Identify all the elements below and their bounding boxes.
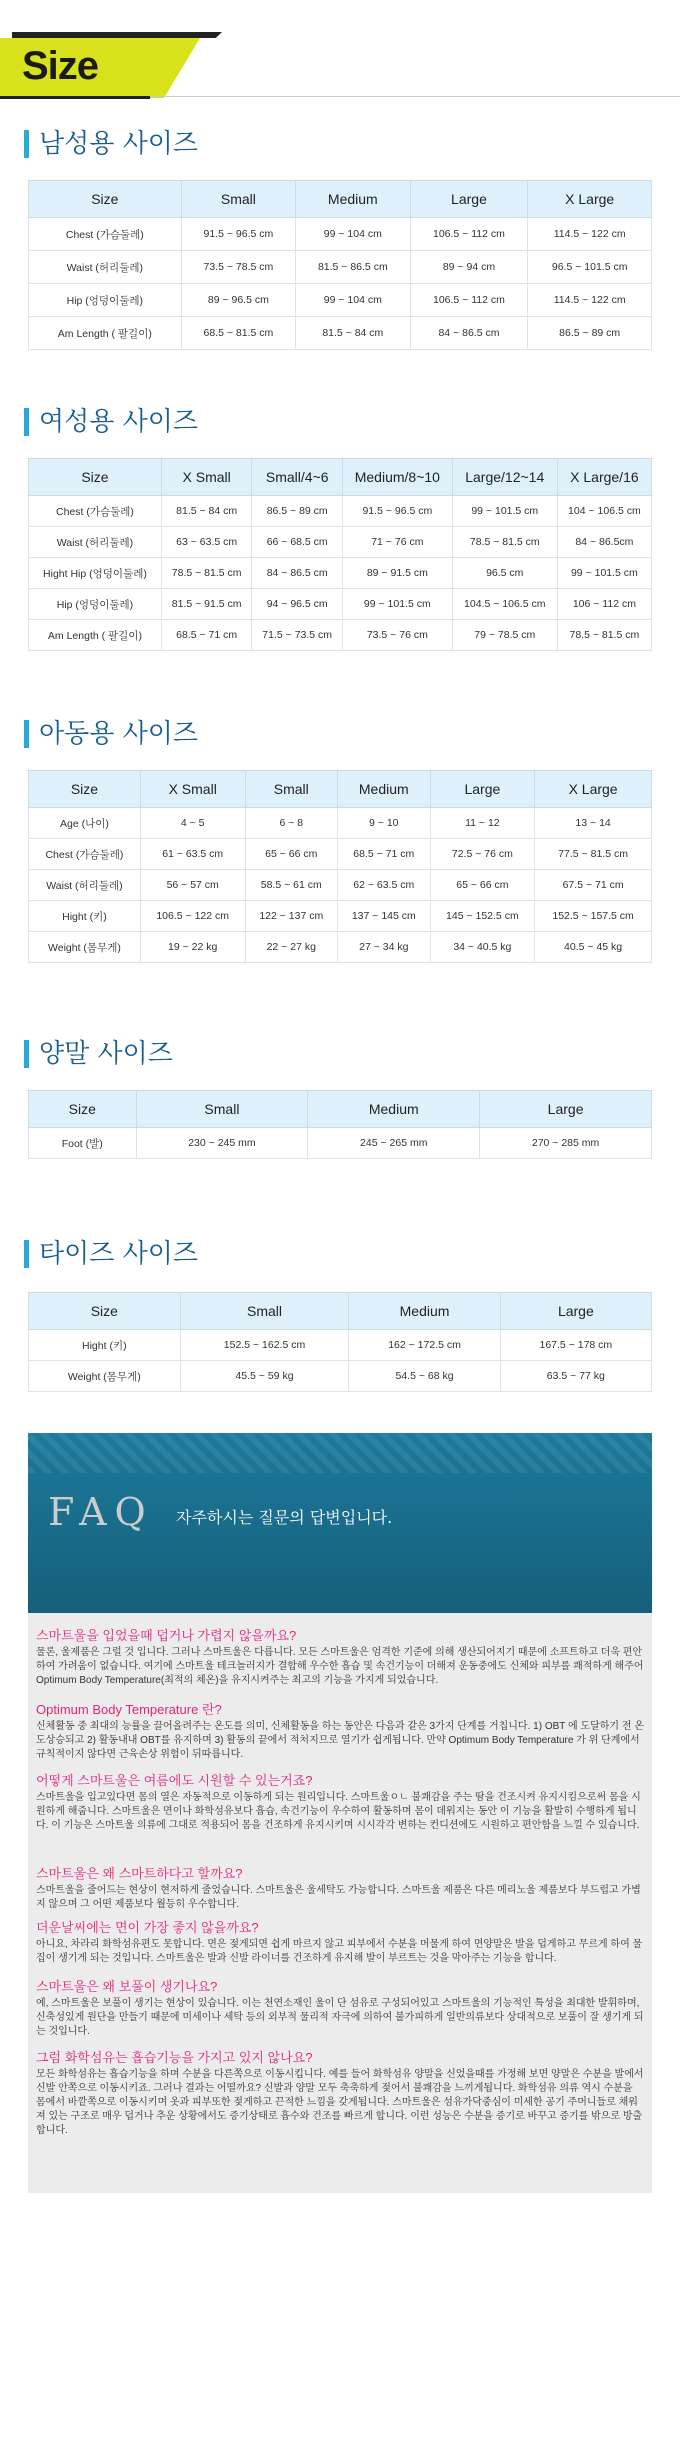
table-row (29, 932, 652, 963)
faq-item (36, 1976, 644, 2039)
table-cell: 9 ~ 10 (338, 808, 431, 839)
faq-item (36, 1863, 644, 1912)
table-cell: 145 ~ 152.5 cm (430, 901, 535, 932)
table-row (29, 620, 652, 651)
page-title: Size (22, 44, 99, 88)
faq-answer: 예, 스마트울은 보풀이 생기는 현상이 있습니다. 이는 천연소재인 울이 단 섬유로 구성되어있고 스마트울의 기능적인 특성을 최대한 발휘하며, 신축성있게 원단을 만들기 때문에 미세이나 세탁 등의 외부적 물리적 자극에 의하여 불가피하게 일반의류보다 상대적으로 보풀이 잘 생기게 되는 것입니다. (36, 1998, 644, 2037)
faq-section (28, 1433, 652, 2193)
faq-question: 더운날씨에는 면이 가장 좋지 않을까요? (36, 1920, 259, 1935)
table-cell: 63.5 ~ 77 kg (500, 1361, 651, 1392)
table-cell: 27 ~ 34 kg (338, 932, 431, 963)
table-cell: 96.5 ~ 101.5 cm (528, 251, 652, 284)
table-cell: 86.5 ~ 89 cm (528, 317, 652, 350)
column-header: Small (180, 1293, 349, 1330)
table-cell: 99 ~ 104 cm (296, 284, 410, 317)
faq-answer: 모든 화학섬유는 흡습기능을 하며 수분을 다른쪽으로 이동시킵니다. 예를 들어 화학섬유 양말을 신었을때를 가정해 보면 양말은 수분을 발에서 신발 안쪽으로 이동시키죠. 그러나 결과는 어떨까요? 신발과 양말 모두 축축하게 젖어서 불쾌감을 느끼게됩니다. 화학섬유 의류 역시 수분을 몸에서 바깥쪽으로 이동시키며 옷과 피부또한 젖게하고 끈적한 느낌을 갖게됩니다. 스마트울은 섬유가닥중심이 미세한 공기 주머니들로 채워져 있는 구조로 매우 덥거나 추운 상황에서도 증기상태로 흡수와 건조를 빠르게 합니다. 이런 성능은 수분을 증기로 바꾸고 증기를 밖으로 방출합니다. (36, 2069, 644, 2136)
table-cell: 81.5 ~ 91.5 cm (161, 589, 252, 620)
faq-subtitle: 자주하시는 질문의 답변입니다. (176, 1508, 393, 1527)
row-label: Am Length ( 팔길이) (29, 620, 162, 651)
table-cell: 54.5 ~ 68 kg (349, 1361, 500, 1392)
table-cell: 89 ~ 94 cm (410, 251, 528, 284)
table-cell: 230 ~ 245 mm (136, 1128, 308, 1159)
row-label: Hight (키) (29, 1330, 181, 1361)
table-cell: 122 ~ 137 cm (245, 901, 338, 932)
row-label: Hip (엉덩이둘레) (29, 589, 162, 620)
table-cell: 78.5 ~ 81.5 cm (161, 558, 252, 589)
table-cell: 84 ~ 86.5 cm (410, 317, 528, 350)
socks-size-title: 양말 사이즈 (24, 1040, 173, 1068)
table-cell: 40.5 ~ 45 kg (535, 932, 652, 963)
table-cell: 79 ~ 78.5 cm (452, 620, 557, 651)
tights-size-table (28, 1292, 652, 1392)
men-size-table (28, 180, 652, 350)
row-label: Weight (몸무게) (29, 932, 141, 963)
kids-size-table (28, 770, 652, 963)
table-cell: 152.5 ~ 162.5 cm (180, 1330, 349, 1361)
banner-accent (12, 32, 222, 38)
table-cell: 152.5 ~ 157.5 cm (535, 901, 652, 932)
faq-answer: 아니요, 차라리 화학섬유편도 못합니다. 면은 젖게되면 쉽게 마르지 않고 피부에서 수분을 머물게 하여 면양말은 발을 덥게하고 무르게 하여 물집이 생기게 되는 것입니다. 스마트울은 발과 신발 라이너를 건조하게 유지해 발이 부르트는 것을 막아주는 기능을 합니다. (36, 1939, 643, 1964)
column-header: X Small (140, 771, 245, 808)
column-header: Small (136, 1091, 308, 1128)
table-row (29, 1330, 652, 1361)
row-label: Waist (허리둘레) (29, 251, 182, 284)
column-header: X Large (528, 181, 652, 218)
row-label: Chest (가슴둘레) (29, 218, 182, 251)
column-header: Small (245, 771, 338, 808)
table-cell: 104 ~ 106.5 cm (557, 496, 651, 527)
column-header: Large/12~14 (452, 459, 557, 496)
table-cell: 91.5 ~ 96.5 cm (181, 218, 295, 251)
row-label: Chest (가슴둘레) (29, 839, 141, 870)
table-cell: 78.5 ~ 81.5 cm (452, 527, 557, 558)
table-cell: 99 ~ 101.5 cm (342, 589, 452, 620)
faq-answer: 스마트울을 줄어드는 현상이 현저하게 줄었습니다. 스마트울은 울세탁도 가능합니다. 스마트울 제품은 다른 메리노울 제품보다 부드럽고 가볍지 않으며 그 어떤 제품보다 월등히 우수합니다. (36, 1885, 641, 1910)
table-row (29, 496, 652, 527)
men-size-title: 남성용 사이즈 (24, 130, 198, 158)
row-label: Hip (엉덩이둘레) (29, 284, 182, 317)
table-cell: 245 ~ 265 mm (308, 1128, 480, 1159)
kids-size-title: 아동용 사이즈 (24, 720, 198, 748)
table-cell: 96.5 cm (452, 558, 557, 589)
table-header-row (29, 1091, 652, 1128)
table-cell: 106.5 ~ 112 cm (410, 284, 528, 317)
column-header: Small (181, 181, 295, 218)
column-header: Size (29, 1293, 181, 1330)
table-cell: 104.5 ~ 106.5 cm (452, 589, 557, 620)
table-cell: 270 ~ 285 mm (480, 1128, 652, 1159)
table-cell: 68.5 ~ 71 cm (338, 839, 431, 870)
table-cell: 81.5 ~ 84 cm (161, 496, 252, 527)
table-header-row (29, 1293, 652, 1330)
table-cell: 99 ~ 101.5 cm (557, 558, 651, 589)
table-cell: 91.5 ~ 96.5 cm (342, 496, 452, 527)
faq-header-pattern (28, 1433, 652, 1473)
column-header: Medium (338, 771, 431, 808)
column-header: Large (430, 771, 535, 808)
column-header: Small/4~6 (252, 459, 343, 496)
faq-answer: 신체활동 중 최대의 능률을 끌어올려주는 온도를 의미, 신체활동을 하는 동안은 다음과 같은 3가지 단계를 거칩니다. 1) OBT 에 도달하기 전 온도상승되고 2) 활동내내 OBT를 유지하며 3) 활동의 끝에서 적처지므로 열기가 쉽게됩니다. 만약 Optimum Body Temperature 가 위 단계에서 규칙적이지 않다면 근육손상 위험이 뒤따릅니다. (36, 1721, 644, 1760)
table-row (29, 317, 652, 350)
table-cell: 167.5 ~ 178 cm (500, 1330, 651, 1361)
table-cell: 81.5 ~ 86.5 cm (296, 251, 410, 284)
table-cell: 71.5 ~ 73.5 cm (252, 620, 343, 651)
column-header: Size (29, 181, 182, 218)
column-header: Size (29, 771, 141, 808)
faq-item (36, 1770, 644, 1833)
row-label: Chest (가슴둘레) (29, 496, 162, 527)
table-cell: 94 ~ 96.5 cm (252, 589, 343, 620)
women-size-table (28, 458, 652, 651)
table-cell: 114.5 ~ 122 cm (528, 284, 652, 317)
column-header: Size (29, 459, 162, 496)
row-label: Hight Hip (엉덩이둘레) (29, 558, 162, 589)
column-header: X Small (161, 459, 252, 496)
faq-question: 스마트울은 왜 스마트하다고 할까요? (36, 1866, 243, 1881)
table-cell: 63 ~ 63.5 cm (161, 527, 252, 558)
table-header-row (29, 771, 652, 808)
table-cell: 89 ~ 91.5 cm (342, 558, 452, 589)
faq-item (36, 1625, 644, 1688)
table-row (29, 218, 652, 251)
table-cell: 86.5 ~ 89 cm (252, 496, 343, 527)
table-row (29, 527, 652, 558)
table-row (29, 589, 652, 620)
faq-header (28, 1433, 652, 1613)
table-cell: 84 ~ 86.5 cm (252, 558, 343, 589)
table-row (29, 870, 652, 901)
table-cell: 62 ~ 63.5 cm (338, 870, 431, 901)
table-header-row (29, 459, 652, 496)
faq-question: 그럼 화학섬유는 흡습기능을 가지고 있지 않나요? (36, 2050, 313, 2065)
table-row (29, 808, 652, 839)
table-row (29, 251, 652, 284)
table-cell: 106.5 ~ 122 cm (140, 901, 245, 932)
table-row (29, 1128, 652, 1159)
table-cell: 106 ~ 112 cm (557, 589, 651, 620)
table-cell: 77.5 ~ 81.5 cm (535, 839, 652, 870)
table-row (29, 284, 652, 317)
table-header-row (29, 181, 652, 218)
table-cell: 99 ~ 104 cm (296, 218, 410, 251)
table-cell: 73.5 ~ 76 cm (342, 620, 452, 651)
faq-answer: 스마트울을 입고있다면 몸의 열은 자동적으로 이동하게 되는 원리입니다. 스마트울ㅇㄴ 불쾌감을 주는 땀을 건조시켜 유지시킴으로써 몸을 시원하게 해줍니다. 스마트울은 면이나 화학섬유보다 흡습, 속건기능이 우수하여 활동하며 몸이 데워지는 동안 이 기능을 활발히 수행하게 됩니다. 이 기능은 스마트울 의류에 그대로 적용되어 몸을 건조하게 유지시키며 시시각각 변하는 컨디션에도 시원하고 편안함을 느낄 수 있습니다. (36, 1792, 641, 1831)
table-cell: 114.5 ~ 122 cm (528, 218, 652, 251)
table-cell: 106.5 ~ 112 cm (410, 218, 528, 251)
faq-heading: FAQ (48, 1490, 154, 1534)
column-header: Medium/8~10 (342, 459, 452, 496)
table-cell: 61 ~ 63.5 cm (140, 839, 245, 870)
table-cell: 65 ~ 66 cm (245, 839, 338, 870)
column-header: Large (480, 1091, 652, 1128)
table-cell: 68.5 ~ 71 cm (161, 620, 252, 651)
table-cell: 89 ~ 96.5 cm (181, 284, 295, 317)
table-cell: 45.5 ~ 59 kg (180, 1361, 349, 1392)
faq-question: 스마트울은 왜 보풀이 생기나요? (36, 1979, 218, 1994)
table-cell: 11 ~ 12 (430, 808, 535, 839)
table-cell: 162 ~ 172.5 cm (349, 1330, 500, 1361)
faq-question: 어떻게 스마트울은 여름에도 시원할 수 있는거죠? (36, 1773, 313, 1788)
column-header: Medium (296, 181, 410, 218)
socks-size-table (28, 1090, 652, 1159)
table-cell: 68.5 ~ 81.5 cm (181, 317, 295, 350)
column-header: Medium (308, 1091, 480, 1128)
table-cell: 72.5 ~ 76 cm (430, 839, 535, 870)
table-cell: 99 ~ 101.5 cm (452, 496, 557, 527)
page-header (0, 20, 680, 110)
row-label: Waist (허리둘레) (29, 527, 162, 558)
table-cell: 71 ~ 76 cm (342, 527, 452, 558)
table-cell: 34 ~ 40.5 kg (430, 932, 535, 963)
row-label: Am Length ( 팔길이) (29, 317, 182, 350)
column-header: X Large/16 (557, 459, 651, 496)
table-cell: 13 ~ 14 (535, 808, 652, 839)
faq-question: Optimum Body Temperature 란? (36, 1702, 222, 1717)
table-cell: 73.5 ~ 78.5 cm (181, 251, 295, 284)
table-row (29, 1361, 652, 1392)
header-rule-accent (0, 96, 150, 99)
row-label: Weight (몸무게) (29, 1361, 181, 1392)
row-label: Waist (허리둘레) (29, 870, 141, 901)
faq-item (36, 2047, 644, 2138)
table-row (29, 558, 652, 589)
women-size-title: 여성용 사이즈 (24, 408, 198, 436)
table-cell: 58.5 ~ 61 cm (245, 870, 338, 901)
table-cell: 84 ~ 86.5cm (557, 527, 651, 558)
faq-question: 스마트울을 입었을때 덥거나 가렵지 않을까요? (36, 1628, 297, 1643)
table-cell: 78.5 ~ 81.5 cm (557, 620, 651, 651)
table-cell: 67.5 ~ 71 cm (535, 870, 652, 901)
tights-size-title: 타이즈 사이즈 (24, 1240, 198, 1268)
table-cell: 65 ~ 66 cm (430, 870, 535, 901)
table-cell: 137 ~ 145 cm (338, 901, 431, 932)
table-row (29, 901, 652, 932)
column-header: Large (500, 1293, 651, 1330)
table-cell: 56 ~ 57 cm (140, 870, 245, 901)
table-cell: 6 ~ 8 (245, 808, 338, 839)
table-cell: 66 ~ 68.5 cm (252, 527, 343, 558)
faq-answer: 물론, 울제품은 그럴 것 입니다. 그러나 스마트울은 다릅니다. 모든 스마트울은 엄격한 기준에 의해 생산되어지기 때문에 소프트하고 더욱 편안하여 가려움이 없습니다. 여기에 스마트울 테크놀러지가 결합해 우수한 흡습 및 속건기능이 더해져 운동중에도 신체와 피부를 쾌적하게 해주어 Optimum Body Temperature(최적의 체온)을 유지시켜주는 최고의 기능을 가지게 되었습니다. (36, 1647, 644, 1686)
faq-item (36, 1699, 644, 1762)
table-cell: 19 ~ 22 kg (140, 932, 245, 963)
table-cell: 22 ~ 27 kg (245, 932, 338, 963)
column-header: Size (29, 1091, 137, 1128)
table-cell: 81.5 ~ 84 cm (296, 317, 410, 350)
column-header: Medium (349, 1293, 500, 1330)
table-cell: 4 ~ 5 (140, 808, 245, 839)
faq-item (36, 1917, 644, 1966)
row-label: Foot (발) (29, 1128, 137, 1159)
row-label: Hight (키) (29, 901, 141, 932)
column-header: Large (410, 181, 528, 218)
column-header: X Large (535, 771, 652, 808)
table-row (29, 839, 652, 870)
row-label: Age (나이) (29, 808, 141, 839)
